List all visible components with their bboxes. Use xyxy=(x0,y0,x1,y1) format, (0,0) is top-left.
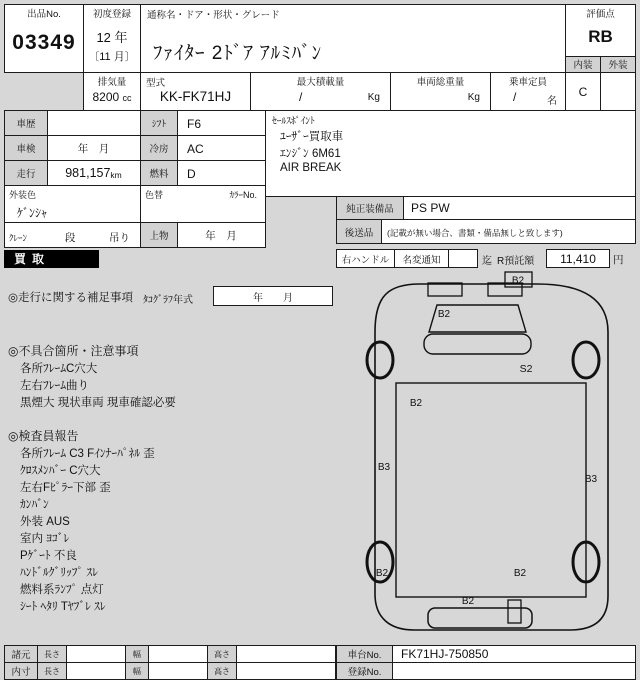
model-code-label: 型式 xyxy=(146,78,166,89)
later-shipment-label: 後送品 xyxy=(337,220,382,243)
lot-number-label: 出品No. xyxy=(27,9,61,20)
registration-number-label: 登録No. xyxy=(336,662,393,680)
rear-step-shape xyxy=(508,600,521,623)
interior-value: C xyxy=(566,73,601,110)
first-registration-year: 12 年 xyxy=(96,30,128,45)
sales-point-box xyxy=(265,110,636,197)
defect-line: 黒煙大 現状車両 現車確認必要 xyxy=(20,397,176,409)
right-handle-cell: 右ハンドル xyxy=(336,249,395,268)
yen-label: 円 xyxy=(613,254,624,266)
tachograph-label: ﾀｺｸﾞﾗﾌ年式 xyxy=(143,295,193,306)
rating-value: RB xyxy=(588,27,613,46)
capacity-unit: 名 xyxy=(547,96,557,107)
recycle-deposit-value: 11,410 xyxy=(546,249,610,268)
inner-height-value xyxy=(236,662,336,680)
rear-bumper-shape xyxy=(428,608,532,628)
capacity-slash: / xyxy=(513,90,517,104)
fuel-row xyxy=(140,160,266,186)
defects-title: ◎不具合箇所・注意事項 xyxy=(8,344,139,358)
crane-row xyxy=(4,222,141,248)
first-registration-month: 〔11 月〕 xyxy=(88,51,136,63)
inner-dimensions-label: 内寸 xyxy=(4,662,38,680)
inner-width-value xyxy=(148,662,208,680)
history-value xyxy=(47,111,140,135)
recycle-deposit-label: R預託額 xyxy=(497,256,535,267)
tachograph-value-box: 年 月 xyxy=(213,286,333,306)
displacement-number: 8200 xyxy=(92,90,120,104)
wheel-front-left xyxy=(367,342,393,378)
dimensions-length-value xyxy=(66,645,126,663)
exterior-color-row xyxy=(4,185,141,223)
dimensions-label: 諸元 xyxy=(4,645,38,663)
inspector-line: 室内 ﾖｺﾞﾚ xyxy=(20,533,70,545)
max-load-box xyxy=(250,72,391,111)
inspection-row xyxy=(4,135,141,161)
purchase-badge: 買取 xyxy=(4,250,99,268)
truck-body-outline xyxy=(375,284,608,630)
defect-line: 各所ﾌﾚｰﾑC穴大 xyxy=(20,363,98,375)
ac-value: AC xyxy=(187,142,204,156)
damage-mark: S2 xyxy=(519,363,533,375)
shift-value: F6 xyxy=(187,117,202,131)
name-change-cell: 名変通知 xyxy=(394,249,449,268)
vehicle-name-box xyxy=(140,4,566,73)
mileage-number: 981,157 xyxy=(65,166,111,180)
later-shipment-note: (記載が無い場合、書類・備品無しと致します) xyxy=(387,228,563,238)
shift-row xyxy=(140,110,266,136)
damage-mark: B2 xyxy=(513,568,527,579)
sales-point-line: ﾕｰｻﾞｰ買取車 xyxy=(280,131,344,143)
inspector-line: 外装 AUS xyxy=(20,516,70,528)
inner-length-label: 長さ xyxy=(37,662,67,680)
mileage-unit: km xyxy=(110,170,122,180)
first-registration-box xyxy=(83,4,141,73)
inspector-line: 各所ﾌﾚｰﾑ C3 Fｲﾝﾅｰﾊﾟﾈﾙ 歪 xyxy=(20,448,155,460)
defect-line: 左右ﾌﾚｰﾑ曲り xyxy=(20,380,89,392)
first-registration-label: 初度登録 xyxy=(92,9,131,20)
chassis-number-label: 車台No. xyxy=(336,645,393,663)
capacity-box xyxy=(490,72,566,111)
sales-point-line: ｴﾝｼﾞﾝ 6M61 xyxy=(280,148,341,160)
inspector-line: 左右Fﾋﾟﾗｰ下部 歪 xyxy=(20,482,111,494)
inspection-value: 年 月 xyxy=(77,142,110,155)
history-row xyxy=(4,110,141,136)
sales-point-line: AIR BREAK xyxy=(280,162,342,174)
gross-weight-unit: Kg xyxy=(467,92,480,103)
displacement-value xyxy=(84,90,140,104)
damage-mark: B2 xyxy=(461,596,475,607)
interior-exterior-box xyxy=(565,56,636,111)
inspector-line: 燃料系ﾗﾝﾌﾟ 点灯 xyxy=(20,584,104,596)
inspection-label: 車検 xyxy=(5,136,48,160)
supplement-title: ◎走行に関する補足事項 xyxy=(8,292,134,304)
ac-row xyxy=(140,135,266,161)
damage-mark: B2 xyxy=(511,275,525,287)
model-code-value: KK-FK71HJ xyxy=(159,89,232,104)
wheel-front-right xyxy=(573,342,599,378)
max-load-slash: / xyxy=(299,90,303,104)
mileage-value xyxy=(47,161,140,185)
inner-width-label: 幅 xyxy=(125,662,149,680)
gross-weight-label: 車両総重量 xyxy=(416,77,465,88)
exterior-color-label: 外装色 xyxy=(9,190,37,200)
until-label: 迄 xyxy=(482,256,492,267)
upper-body-value: 年 月 xyxy=(205,229,237,242)
oem-equipment-value: PS PW xyxy=(411,201,450,215)
max-load-unit: Kg xyxy=(367,92,380,103)
max-load-label: 最大積載量 xyxy=(296,77,345,88)
dimensions-length-label: 長さ xyxy=(37,645,67,663)
model-code-box xyxy=(140,72,251,111)
inspector-line: ﾊﾝﾄﾞﾙｸﾞﾘｯﾌﾟ ｽﾚ xyxy=(20,567,98,579)
damage-mark: B3 xyxy=(584,474,598,485)
inner-height-label: 高さ xyxy=(207,662,237,680)
damage-mark: B3 xyxy=(377,462,391,473)
cargo-box-outline xyxy=(396,383,586,597)
fuel-value: D xyxy=(187,167,196,181)
exterior-color-value: ｹﾞﾝｼｬ xyxy=(17,206,48,220)
vehicle-diagram xyxy=(350,266,638,646)
roof-marker-left xyxy=(428,283,462,296)
later-shipment-box xyxy=(336,219,636,244)
color-change-row xyxy=(140,185,266,223)
oem-equipment-box xyxy=(336,196,636,220)
ac-label: 冷房 xyxy=(141,136,178,160)
chassis-number-value: FK71HJ-750850 xyxy=(392,645,636,663)
crane-tsuri: 吊り xyxy=(109,232,130,244)
color-change-value: ｶﾗｰNo. xyxy=(229,190,257,200)
inspector-title: ◎検査員報告 xyxy=(8,429,79,443)
capacity-label: 乗車定員 xyxy=(508,77,547,88)
gross-weight-box xyxy=(390,72,491,111)
mileage-label: 走行 xyxy=(5,161,48,185)
inspector-line: Pｹﾞｰﾄ 不良 xyxy=(20,550,77,562)
lot-number-box xyxy=(4,4,84,73)
dimensions-width-value xyxy=(148,645,208,663)
oem-equipment-label: 純正装備品 xyxy=(337,197,404,219)
crane-label: ｸﾚｰﾝ xyxy=(9,233,28,243)
displacement-box xyxy=(83,72,141,111)
interior-label: 内装 xyxy=(566,57,601,73)
damage-mark: B2 xyxy=(437,309,451,320)
crane-dan: 段 xyxy=(65,232,76,244)
dimensions-width-label: 幅 xyxy=(125,645,149,663)
lot-number-value: 03349 xyxy=(12,31,76,54)
inspector-line: ｶﾝﾊﾞﾝ xyxy=(20,499,49,511)
color-change-label: 色替 xyxy=(145,190,164,200)
rating-label: 評価点 xyxy=(586,9,615,20)
cab-shape xyxy=(424,334,531,354)
history-label: 車歴 xyxy=(5,111,48,135)
displacement-label: 排気量 xyxy=(97,77,127,88)
dimensions-height-label: 高さ xyxy=(207,645,237,663)
upper-body-label: 上物 xyxy=(141,223,178,247)
inner-length-value xyxy=(66,662,126,680)
sales-point-label: ｾｰﾙｽﾎﾟｲﾝﾄ xyxy=(272,116,315,127)
dimensions-height-value xyxy=(236,645,336,663)
vehicle-name-value: ﾌｧｲﾀｰ 2ﾄﾞｱ ｱﾙﾐﾊﾞﾝ xyxy=(153,43,323,64)
rating-box xyxy=(565,4,636,57)
fuel-label: 燃料 xyxy=(141,161,178,185)
shift-label: ｼﾌﾄ xyxy=(141,111,178,135)
registration-number-value xyxy=(392,662,636,680)
exterior-label: 外装 xyxy=(601,57,635,73)
damage-mark: B2 xyxy=(375,568,389,579)
mileage-row xyxy=(4,160,141,186)
inspector-line: ｸﾛｽﾒﾝﾊﾞｰ C穴大 xyxy=(20,465,101,477)
damage-mark: B2 xyxy=(409,398,423,409)
vehicle-name-label: 通称名・ドア・形状・グレード xyxy=(147,10,280,21)
displacement-unit: cc xyxy=(122,93,132,103)
upper-body-row xyxy=(140,222,266,248)
inspector-line: ｼｰﾄ ﾍﾀﾘ Tﾔﾌﾞﾚ ｽﾚ xyxy=(20,601,106,613)
exterior-value xyxy=(601,73,635,110)
